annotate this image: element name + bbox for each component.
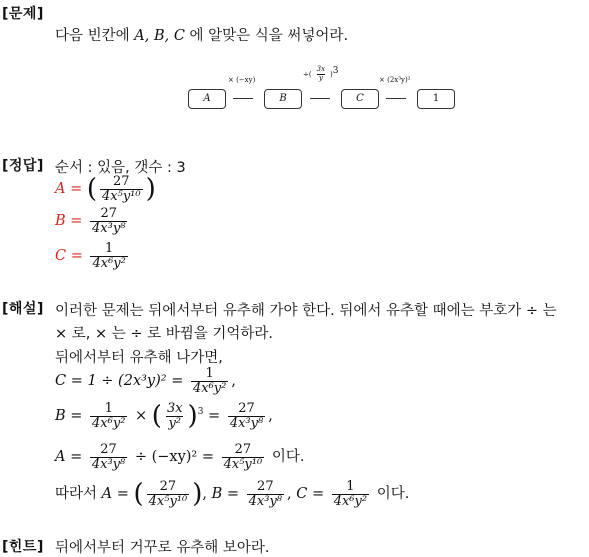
instruction-vars: A, B, C [134,28,185,44]
c-eq-lhs: C = 1 ÷ (2x³y)² = [55,373,184,390]
op-2-num: 3x [316,65,326,74]
b-eq-f3-num: 27 [238,400,255,416]
b-eq-times: × [135,408,148,424]
answer-b-num: 27 [100,206,117,221]
answer-b-label: B = [55,213,83,230]
answer-c-den: 4x⁶y² [92,255,126,271]
instruction-post: 에 알맞은 식을 써넣어라. [184,28,349,44]
explanation-line-1: 이러한 문제는 뒤에서부터 유추해 가야 한다. 뒤에서 유추할 때에는 부호가 ÷ 는 [55,303,557,319]
op-2-sign: ÷( [303,70,312,79]
op-2-den: y [318,73,323,82]
b-eq-f2-den: y² [168,415,182,431]
instruction-pre: 다음 빈칸에 [55,28,135,44]
explanation-line-2: × 로, × 는 ÷ 로 바뀜을 기억하라. [55,326,273,342]
problem-tag: [문제] [2,6,44,22]
arrow-2 [310,98,330,99]
explanation-tag: [해설] [2,301,44,317]
op-2: ÷( $\frac{3x}{y}$ )$^3$ [303,65,339,82]
arrow-1 [233,98,253,99]
final-c-num: 1 [346,478,355,494]
a-eq-f2-den: 4x⁵y¹⁰ [223,456,263,472]
op-2-frac [315,66,327,82]
final-pre: 따라서 [55,486,98,502]
answer-c-label: C = [55,248,83,265]
final-a-den: 4x⁵y¹⁰ [148,493,188,509]
answer-a-den: 4x⁵y¹⁰ [102,188,141,204]
box-c: C [341,89,379,109]
answer-b-den: 4x³y⁸ [92,220,126,236]
a-eq-lhs: A = [55,449,83,466]
op-1: × (−xy) [228,76,256,84]
a-eq-mid: ÷ (−xy)² = [134,449,214,466]
final-c-den: 4x⁶y² [333,493,368,509]
problem-instruction [55,24,348,45]
a-eq-f2-num: 27 [234,442,252,457]
b-eq-f2-num: 3x [166,400,183,416]
explanation-final: 따라서 A = ( $\frac{27}{\text{4x⁵y¹⁰}}$ ), B = $\frac{27}{\text{4x³y⁸}}$ , C = $\frac{1}{\text{4x⁶y²}}$ 이다. [55,478,410,509]
box-a: A [188,89,226,109]
b-eq-f1-den: 4x⁶y² [92,415,126,431]
explanation-c-eq: C = 1 ÷ (2x³y)² = $\frac{1}{\text{4x⁶y²}}$ , [55,366,236,396]
final-a: A = [101,486,129,502]
answer-a-num: 27 [113,173,130,189]
hint-tag: [힌트] [2,539,44,555]
explanation-b-eq: B = $\frac{1}{\text{4x⁶y²}}$ × ( $\frac{3x}{\text{y²}}$ )$^3$ = $\frac{27}{\text{4x³y⁸}}$ , [55,400,273,431]
explanation-line-3: 뒤에서부터 유추해 나가면, [55,350,223,366]
hint-text: 뒤에서부터 거꾸로 유추해 보아라. [55,540,270,556]
b-eq-lhs: B = [55,408,83,424]
answer-tag: [정답] [2,158,44,174]
answer-a: A = ( $\frac{27}{\text{4x⁵y¹⁰}}$ ) [55,173,156,204]
explanation-a-eq [55,443,304,471]
answer-c [55,242,131,270]
c-eq-num: 1 [205,366,214,381]
b-eq-pow: 3 [197,407,204,418]
final-a-num: 27 [159,478,177,494]
answer-order-line: 순서 : 있음, 갯수 : 3 [55,160,186,176]
b-eq-f3-den: 4x³y⁸ [229,415,264,431]
final-b-den: 4x³y⁸ [248,493,283,509]
c-eq-den: 4x⁶y² [192,380,227,396]
box-end: 1 [417,89,455,109]
final-b-num: 27 [257,478,274,494]
op-3: × (2x³y)² [379,76,411,84]
b-eq-f1-num: 1 [104,400,113,416]
answer-b [55,207,130,235]
a-eq-tail: 이다. [271,449,305,466]
a-eq-f1-den: 4x³y⁸ [91,456,126,472]
arrow-3 [386,98,406,99]
answer-c-num: 1 [105,241,114,256]
final-b: B = [211,486,240,502]
a-eq-f1-num: 27 [100,442,117,457]
box-b: B [264,89,302,109]
answer-a-label: A = [55,181,83,197]
op-2-pow: 3 [332,66,339,76]
final-c: C = [296,486,325,502]
final-tail: 이다. [376,486,410,502]
